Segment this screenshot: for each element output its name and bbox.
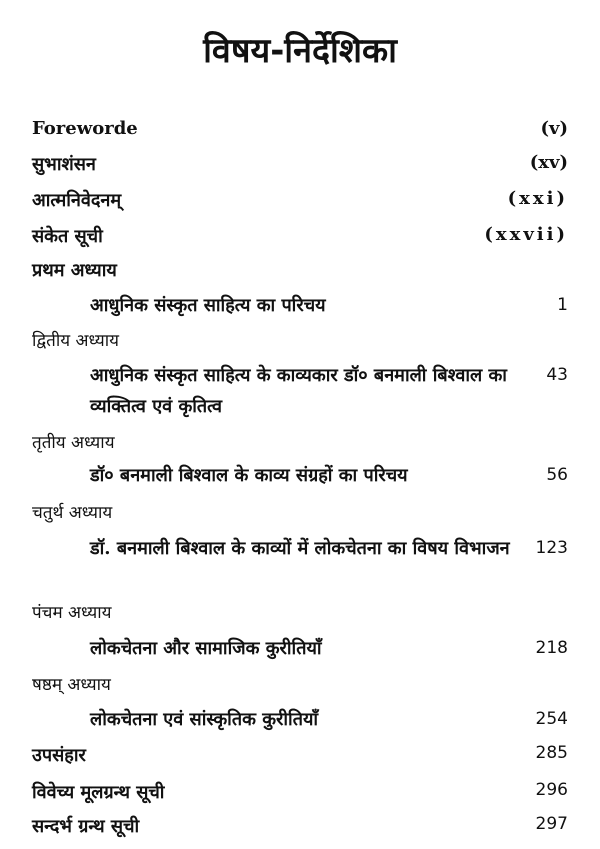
toc-entry-label: सुभाशंसन bbox=[32, 154, 96, 175]
toc-entry-label: डॉ. बनमाली बिश्वाल के काव्यों में लोकचेतना का विषय विभाजन bbox=[90, 538, 510, 559]
toc-entry-page: 56 bbox=[546, 465, 568, 485]
toc-entry-page: 285 bbox=[535, 743, 568, 763]
toc-entry-label: आधुनिक संस्कृत साहित्य के काव्यकार डॉ० बनमाली बिश्वाल का व्यक्तित्व एवं कृतित्व bbox=[90, 365, 507, 417]
toc-entry-page: 297 bbox=[535, 814, 568, 834]
toc-entry-label: लोकचेतना एवं सांस्कृतिक कुरीतियाँ bbox=[90, 709, 319, 730]
chapter-label: द्वितीय अध्याय bbox=[32, 331, 120, 351]
toc-entry-page: (xxvii) bbox=[484, 224, 568, 245]
chapter-label: तृतीय अध्याय bbox=[32, 433, 115, 453]
toc-entry-label: Foreworde bbox=[32, 118, 138, 139]
toc-entry-page: 123 bbox=[535, 538, 568, 558]
toc-entry-label: उपसंहार bbox=[32, 745, 86, 766]
toc-entry-page: 43 bbox=[546, 365, 568, 385]
toc-entry-label: आधुनिक संस्कृत साहित्य का परिचय bbox=[90, 295, 326, 316]
toc-entry-page: (v) bbox=[540, 118, 568, 139]
chapter-label: षष्ठम् अध्याय bbox=[32, 675, 111, 695]
toc-entry-page: 1 bbox=[557, 295, 568, 315]
toc-entry-label: आत्मनिवेदनम् bbox=[32, 190, 122, 211]
toc-entry-page: 218 bbox=[535, 638, 568, 658]
toc-entry-page: (xxi) bbox=[507, 188, 568, 209]
toc-entry-page: (xv) bbox=[529, 152, 568, 173]
toc-entry-label: सन्दर्भ ग्रन्थ सूची bbox=[32, 816, 140, 837]
toc-entry-label: डॉ० बनमाली बिश्वाल के काव्य संग्रहों का परिचय bbox=[90, 465, 408, 486]
toc-entry-label: लोकचेतना और सामाजिक कुरीतियाँ bbox=[90, 638, 322, 659]
chapter-label: पंचम अध्याय bbox=[32, 603, 112, 623]
page-title: विषय-निर्देशिका bbox=[203, 31, 397, 71]
chapter-label: चतुर्थ अध्याय bbox=[32, 503, 113, 523]
toc-entry-page: 254 bbox=[535, 709, 568, 729]
toc-entry-label: संकेत सूची bbox=[32, 226, 103, 247]
toc-entry-label: विवेच्य मूलग्रन्थ सूची bbox=[32, 782, 165, 803]
chapter-label: प्रथम अध्याय bbox=[32, 260, 117, 281]
toc-entry-page: 296 bbox=[535, 780, 568, 800]
